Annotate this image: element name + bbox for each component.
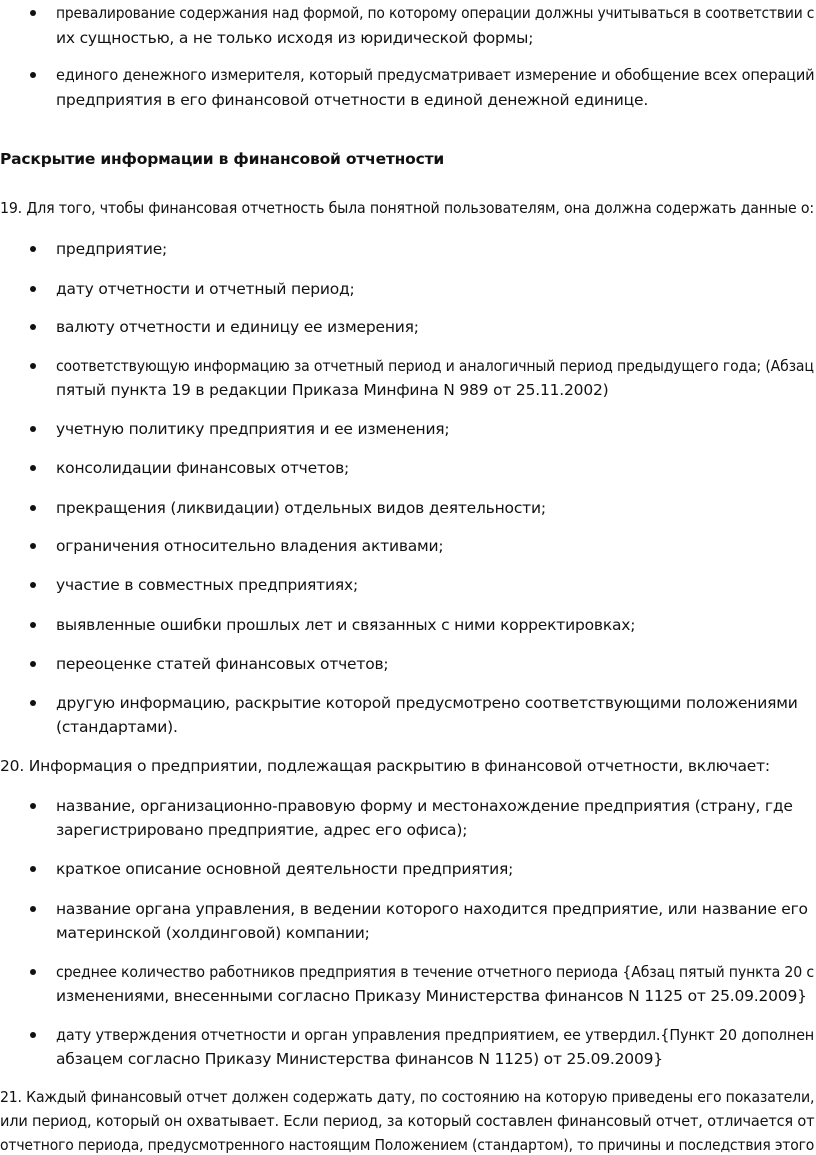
paragraph-19: 19. Для того, чтобы финансовая отчетность была понятной пользователям, она должна содержать данные о: bbox=[0, 199, 814, 217]
list-item-line: предприятие; bbox=[56, 240, 168, 258]
list-item-line: другую информацию, раскрытие которой предусмотрено соответствующими положениями bbox=[56, 694, 798, 712]
bullet-marker bbox=[30, 465, 36, 471]
list-item-line: единого денежного измерителя, который предусматривает измерение и обобщение всех операций bbox=[56, 66, 815, 84]
list-item-line: переоценке статей финансовых отчетов; bbox=[56, 655, 389, 673]
bullet-marker bbox=[30, 906, 36, 912]
paragraph-21-line: или период, который он охватывает. Если период, за который составлен финансовый отчет, отличается от bbox=[0, 1112, 815, 1130]
bullet-marker bbox=[30, 10, 36, 16]
list-item-line: предприятия в его финансовой отчетности в единой денежной единице. bbox=[56, 91, 649, 109]
bullet-marker bbox=[30, 803, 36, 809]
bullet-marker bbox=[30, 246, 36, 252]
list-item-line: материнской (холдинговой) компании; bbox=[56, 924, 370, 942]
bullet-marker bbox=[30, 505, 36, 511]
bullet-marker bbox=[30, 72, 36, 78]
bullet-marker bbox=[30, 622, 36, 628]
bullet-marker bbox=[30, 1032, 36, 1038]
paragraph-21-line: отчетного периода, предусмотренного настоящим Положением (стандартом), то причины и последствия этого bbox=[0, 1136, 815, 1154]
list-item-line: консолидации финансовых отчетов; bbox=[56, 459, 350, 477]
list-item-line: абзацем согласно Приказу Министерства финансов N 1125) от 25.09.2009} bbox=[56, 1050, 663, 1068]
list-item-line: изменениями, внесенными согласно Приказу Министерства финансов N 1125 от 25.09.2009} bbox=[56, 987, 807, 1005]
list-item-line: пятый пункта 19 в редакции Приказа Минфина N 989 от 25.11.2002) bbox=[56, 381, 609, 399]
list-item-line: среднее количество работников предприятия в течение отчетного периода {Абзац пятый пункта 20 с bbox=[56, 963, 815, 981]
list-item-line: название, организационно-правовую форму и местонахождение предприятия (страну, где bbox=[56, 797, 793, 815]
list-item-line: превалирование содержания над формой, по которому операции должны учитываться в соответствии с bbox=[56, 4, 815, 22]
bullet-marker bbox=[30, 363, 36, 369]
list-item-line: название органа управления, в ведении которого находится предприятие, или название его bbox=[56, 900, 808, 918]
list-item-line: соответствующую информацию за отчетный период и аналогичный период предыдущего года; (Абзац bbox=[56, 357, 814, 375]
list-item-line: зарегистрировано предприятие, адрес его офиса); bbox=[56, 821, 468, 839]
paragraph-20: 20. Информация о предприятии, подлежащая раскрытию в финансовой отчетности, включает: bbox=[0, 757, 770, 775]
section-heading: Раскрытие информации в финансовой отчетности bbox=[0, 150, 445, 168]
bullet-marker bbox=[30, 324, 36, 330]
bullet-marker bbox=[30, 661, 36, 667]
list-item-line: участие в совместных предприятиях; bbox=[56, 576, 358, 594]
bullet-marker bbox=[30, 286, 36, 292]
bullet-marker bbox=[30, 543, 36, 549]
bullet-marker bbox=[30, 582, 36, 588]
list-item-line: валюту отчетности и единицу ее измерения; bbox=[56, 318, 419, 336]
list-item-line: их сущностью, а не только исходя из юридической формы; bbox=[56, 29, 534, 47]
list-item-line: дату отчетности и отчетный период; bbox=[56, 280, 355, 298]
bullet-marker bbox=[30, 866, 36, 872]
bullet-marker bbox=[30, 700, 36, 706]
list-item-line: учетную политику предприятия и ее изменения; bbox=[56, 420, 450, 438]
list-item-line: ограничения относительно владения активами; bbox=[56, 537, 444, 555]
list-item-line: дату утверждения отчетности и орган управления предприятием, ее утвердил.{Пункт 20 дополнен bbox=[56, 1026, 815, 1044]
list-item-line: (стандартами). bbox=[56, 718, 178, 736]
bullet-marker bbox=[30, 969, 36, 975]
bullet-marker bbox=[30, 426, 36, 432]
list-item-line: краткое описание основной деятельности предприятия; bbox=[56, 860, 514, 878]
list-item-line: прекращения (ликвидации) отдельных видов деятельности; bbox=[56, 499, 546, 517]
list-item-line: выявленные ошибки прошлых лет и связанных с ними корректировках; bbox=[56, 616, 636, 634]
paragraph-21-line: 21. Каждый финансовый отчет должен содержать дату, по состоянию на которую приведены его показатели, bbox=[0, 1088, 815, 1106]
